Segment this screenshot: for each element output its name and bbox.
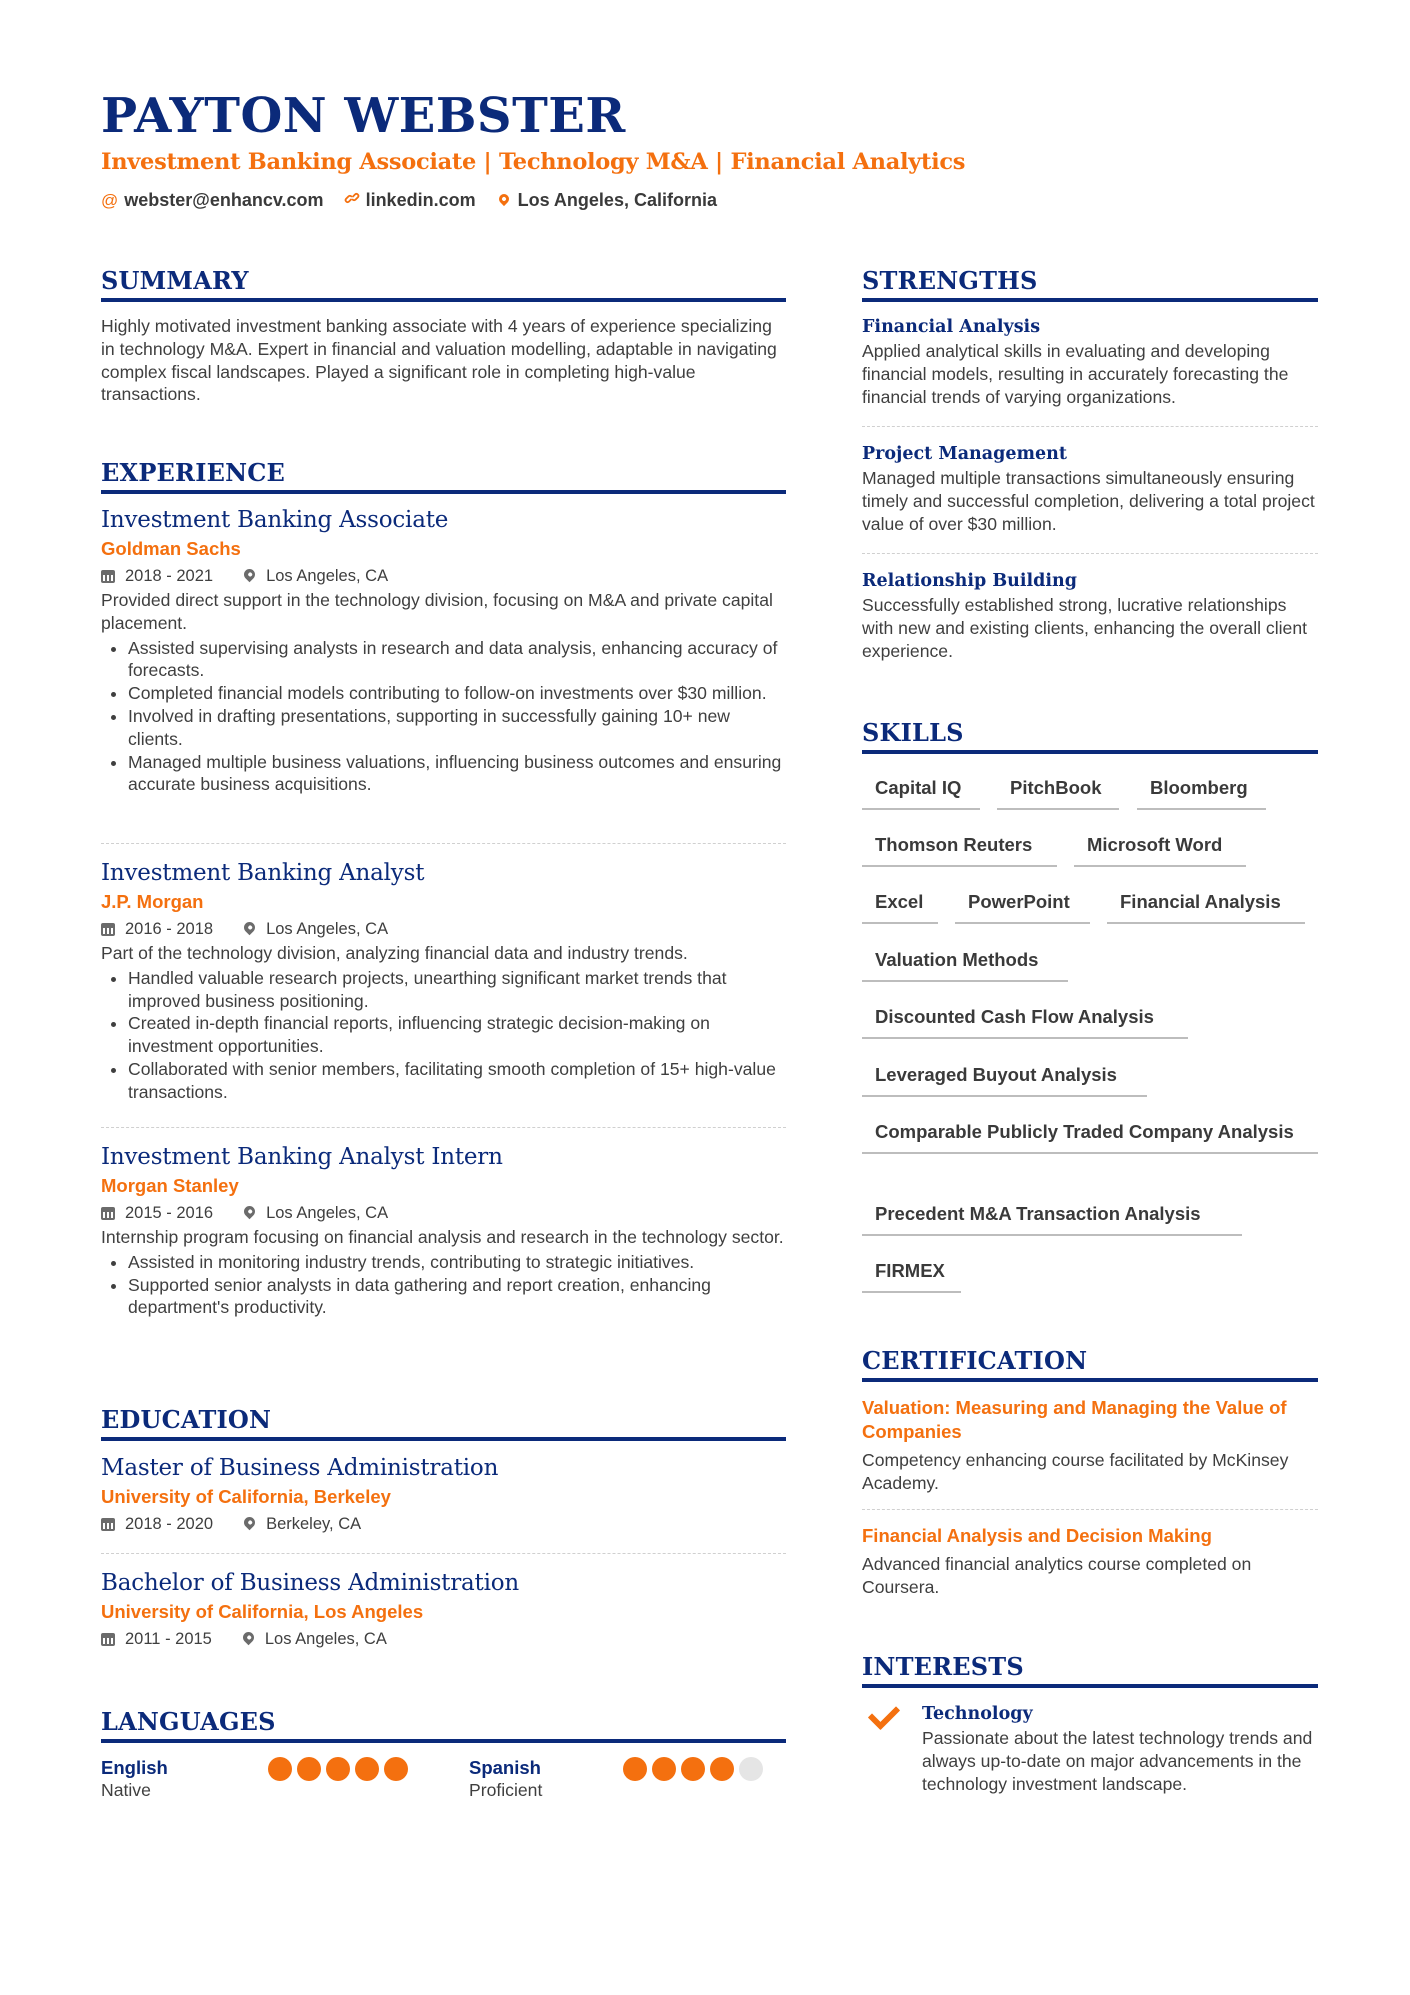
calendar-icon [101,570,115,583]
rating-dot-filled [268,1757,292,1781]
strength-text: Managed multiple transactions simultaneously ensuring timely and successful completion, delivering a total project value of over $30 million. [862,468,1315,534]
section-title-education: EDUCATION [101,1405,272,1434]
job-description: Part of the technology division, analyzing financial data and industry trends. [101,943,688,963]
school-name: University of California, Los Angeles [101,1601,424,1622]
skill-tag: Capital IQ [862,776,980,810]
section-title-interests: INTERESTS [862,1652,1024,1681]
checkmark-icon [868,1698,901,1731]
job-bullets [101,637,786,797]
strength-text: Successfully established strong, lucrative relationships with new and existing clients, enhancing the overall client experience. [862,595,1307,661]
bullet-item: • Supported senior analysts in data gathering and report creation, enhancing department's productivity. [128,1274,786,1320]
degree-title: Bachelor of Business Administration [101,1570,519,1596]
skill-tag: Excel [862,890,938,924]
bullet-item: • Assisted supervising analysts in research and data analysis, enhancing accuracy of forecasts. [128,637,786,683]
certification-text: Advanced financial analytics course completed on Coursera. [862,1554,1252,1597]
location-pin-icon [497,192,511,206]
skill-tag: Precedent M&A Transaction Analysis [862,1202,1242,1236]
certification-item [862,1524,1318,1599]
linkedin-text[interactable]: linkedin.com [365,190,476,210]
job-meta [101,563,786,589]
company-name: Goldman Sachs [101,538,241,559]
skill-tag: Comparable Publicly Traded Company Analysis [862,1120,1318,1154]
rating-dot-filled [623,1757,647,1781]
education-entry [101,1568,786,1652]
skill-tag: PowerPoint [955,890,1090,924]
languages-section [101,1707,786,1743]
education-meta [101,1626,786,1652]
interest-text: Passionate about the latest technology trends and always up-to-date on major advancements in the technology investment landscape. [922,1728,1313,1794]
skill-tag: Leveraged Buyout Analysis [862,1063,1147,1097]
calendar-icon [101,1207,115,1220]
location-pin-icon [242,920,258,936]
section-title-languages: LANGUAGES [101,1707,276,1736]
experience-section [101,458,786,494]
link-icon [344,190,360,211]
experience-entry [101,505,786,796]
skill-tag: FIRMEX [862,1259,961,1293]
skill-tag: Microsoft Word [1074,833,1246,867]
education-dates: 2011 - 2015 [125,1630,212,1648]
section-title-summary: SUMMARY [101,266,249,295]
skill-tag: Thomson Reuters [862,833,1057,867]
strength-item [862,441,1318,535]
section-title-skills: SKILLS [862,718,964,747]
language-name: Spanish [469,1757,541,1778]
job-bullets [101,1251,786,1319]
section-rule [862,750,1318,754]
skill-tag: PitchBook [997,776,1119,810]
language-item [469,1757,787,1807]
bullet-item: • Involved in drafting presentations, supporting in successfully gaining 10+ new clients. [128,705,786,751]
degree-title: Master of Business Administration [101,1455,499,1481]
rating-dot-filled [652,1757,676,1781]
section-rule [101,1437,786,1441]
divider [862,553,1318,554]
rating-dot-empty [739,1757,763,1781]
contact-email[interactable] [101,190,324,211]
job-location: Los Angeles, CA [266,1204,389,1222]
company-name: J.P. Morgan [101,891,204,912]
language-name: English [101,1757,168,1778]
job-title: Investment Banking Analyst Intern [101,1144,503,1170]
section-rule [101,1739,786,1743]
rating-dot-filled [297,1757,321,1781]
job-dates: 2015 - 2016 [125,1204,214,1222]
skill-tag: Valuation Methods [862,948,1068,982]
job-location: Los Angeles, CA [266,567,389,585]
bullet-item: • Collaborated with senior members, facilitating smooth completion of 15+ high-value transactions. [128,1058,786,1104]
experience-entry [101,1142,786,1319]
section-title-certification: CERTIFICATION [862,1346,1088,1375]
candidate-name: PAYTON WEBSTER [101,88,626,144]
education-section [101,1405,786,1441]
section-title-experience: EXPERIENCE [101,458,286,487]
education-meta [101,1511,786,1537]
contact-row [101,190,1321,211]
school-name: University of California, Berkeley [101,1486,391,1507]
section-rule [862,298,1318,302]
experience-entry [101,858,786,1104]
divider [101,843,786,844]
job-bullets [101,967,786,1104]
education-dates: 2018 - 2020 [125,1515,214,1533]
strength-text: Applied analytical skills in evaluating and developing financial models, resulting in accurately forecasting the financial trends of varying organizations. [862,341,1289,407]
certification-section [862,1346,1318,1382]
section-title-strengths: STRENGTHS [862,266,1038,295]
divider [862,1509,1318,1510]
location-text: Los Angeles, California [517,190,717,210]
contact-location [496,190,717,211]
strength-title: Relationship Building [862,571,1077,591]
certification-text: Competency enhancing course facilitated by McKinsey Academy. [862,1450,1289,1493]
calendar-icon [101,1633,115,1646]
section-rule [101,298,786,302]
language-level: Proficient [469,1780,543,1800]
job-location: Los Angeles, CA [266,920,389,938]
rating-dot-filled [326,1757,350,1781]
summary-text: Highly motivated investment banking associate with 4 years of experience specializing in technology M&A. Expert in financial and valuation modelling, adaptable in navigating complex fiscal landscapes. Played a significant role in completing high-value transactions. [101,316,777,405]
skill-tag: Financial Analysis [1107,890,1305,924]
headline: Investment Banking Associate | Technology M&A | Financial Analytics [101,149,966,175]
section-rule [862,1684,1318,1688]
job-description: Internship program focusing on financial analysis and research in the technology sector. [101,1227,784,1247]
email-text[interactable]: webster@enhancv.com [124,190,324,210]
contact-linkedin[interactable] [344,190,476,211]
skills-section [862,718,1318,754]
job-meta [101,916,786,942]
interest-title: Technology [922,1704,1033,1724]
interests-section [862,1652,1318,1688]
job-dates: 2016 - 2018 [125,920,214,938]
strengths-section [862,266,1318,302]
interest-item [862,1701,1318,1795]
section-rule [101,490,786,494]
bullet-item: • Created in-depth financial reports, influencing strategic decision-making on investment opportunities. [128,1012,786,1058]
rating-dot-filled [681,1757,705,1781]
location-pin-icon [242,1515,258,1531]
job-title: Investment Banking Analyst [101,860,425,886]
summary-section [101,266,786,406]
company-name: Morgan Stanley [101,1175,239,1196]
calendar-icon [101,1518,115,1531]
strength-title: Financial Analysis [862,317,1041,337]
at-icon: @ [101,190,119,210]
job-title: Investment Banking Associate [101,507,449,533]
certification-title: Financial Analysis and Decision Making [862,1525,1212,1546]
divider [862,426,1318,427]
education-location: Berkeley, CA [266,1515,362,1533]
divider [101,1127,786,1128]
certification-title: Valuation: Measuring and Managing the Value of Companies [862,1397,1287,1442]
rating-dot-filled [384,1757,408,1781]
bullet-item: • Handled valuable research projects, unearthing significant market trends that improved business positioning. [128,967,786,1013]
resume-header [101,86,1321,211]
strength-item [862,314,1318,408]
certification-item [862,1396,1318,1495]
strength-item [862,568,1318,662]
bullet-item: • Managed multiple business valuations, influencing business outcomes and ensuring accurate business acquisitions. [128,751,786,797]
job-dates: 2018 - 2021 [125,567,214,585]
education-entry [101,1453,786,1537]
language-level: Native [101,1780,151,1800]
location-pin-icon [242,567,258,583]
divider [101,1553,786,1554]
skill-tag: Bloomberg [1137,776,1266,810]
location-pin-icon [242,1204,258,1220]
job-meta [101,1200,786,1226]
location-pin-icon [241,1630,257,1646]
job-description: Provided direct support in the technology division, focusing on M&A and private capital placement. [101,590,773,633]
rating-dot-filled [710,1757,734,1781]
bullet-item: • Assisted in monitoring industry trends, contributing to strategic initiatives. [128,1251,786,1274]
strength-title: Project Management [862,444,1067,464]
skill-tag: Discounted Cash Flow Analysis [862,1005,1188,1039]
rating-dot-filled [355,1757,379,1781]
calendar-icon [101,923,115,936]
section-rule [862,1378,1318,1382]
education-location: Los Angeles, CA [264,1630,387,1648]
language-item [101,1757,441,1807]
bullet-item: • Completed financial models contributing to follow-on investments over $30 million. [128,682,786,705]
